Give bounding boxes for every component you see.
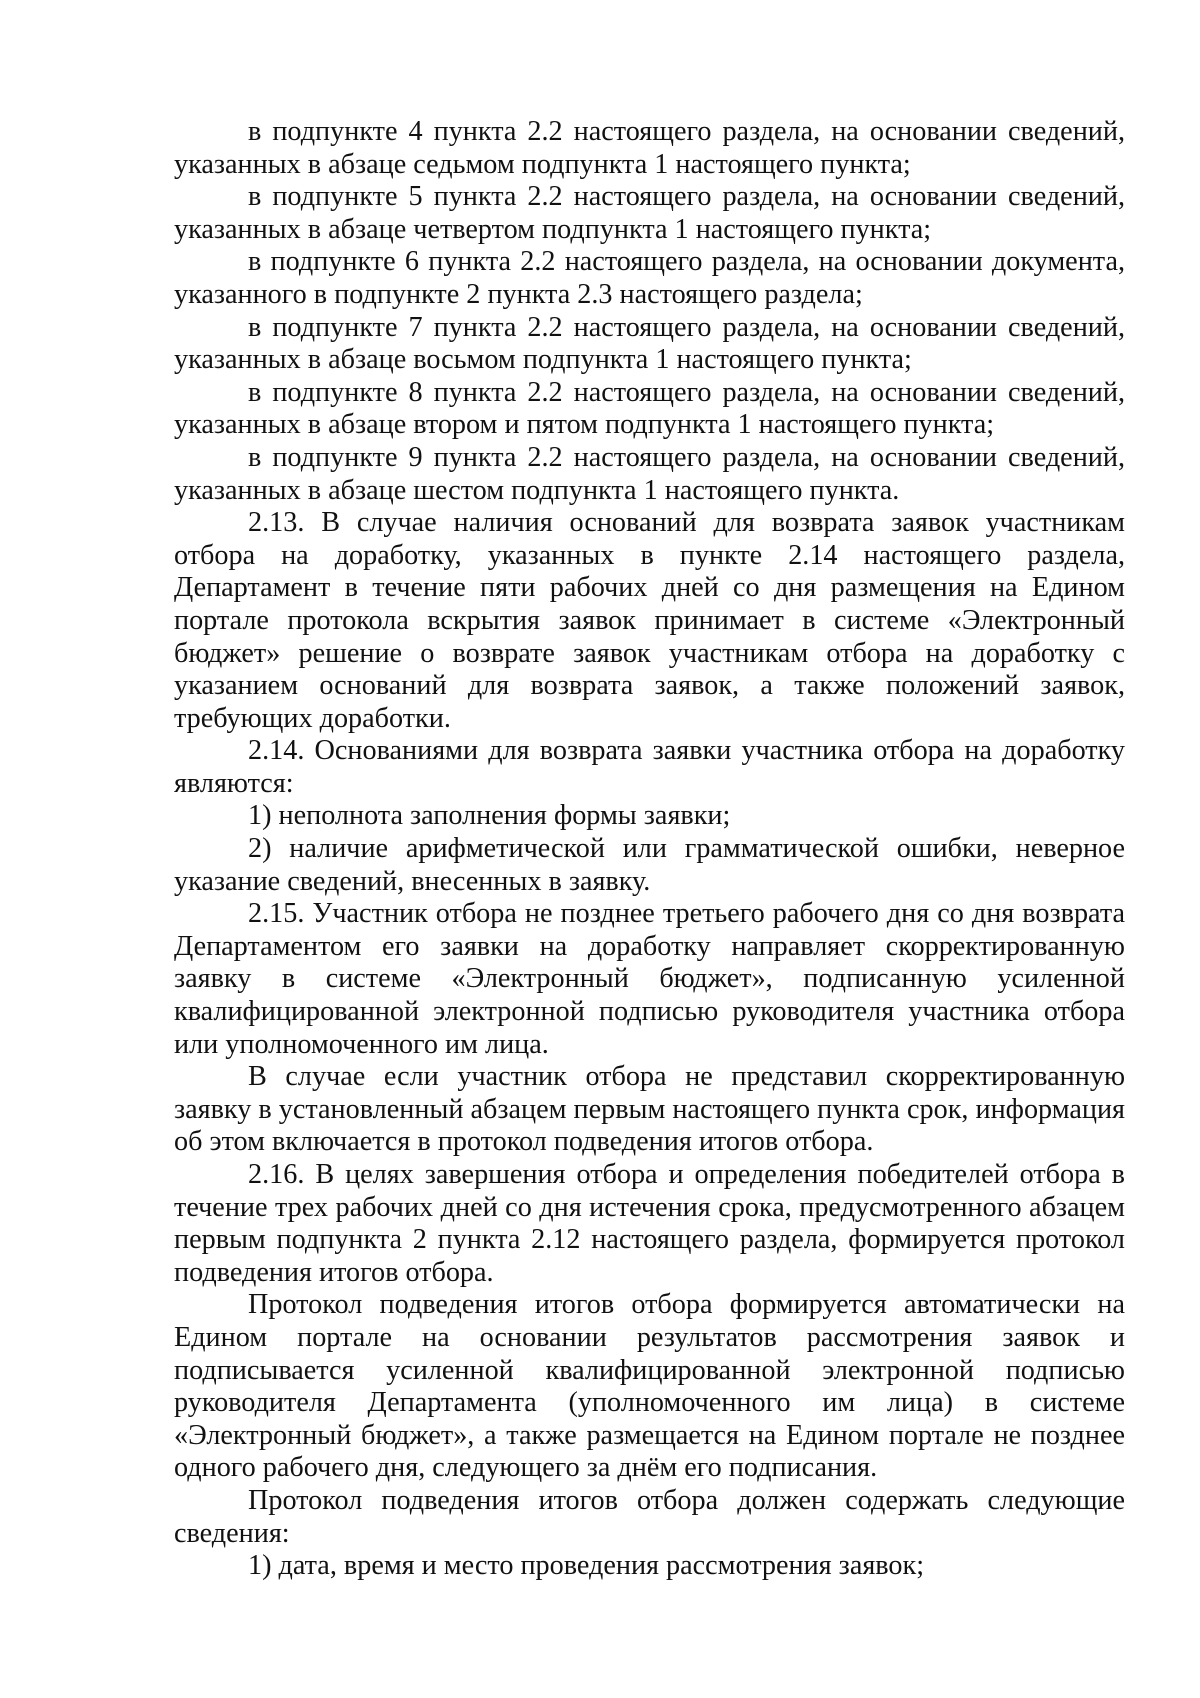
paragraph-2-15: 2.15. Участник отбора не позднее третьего рабочего дня со дня возврата Департаментом его заявки на доработку направляет скорректированную заявку в системе «Электронный бюджет», подписанную усиленной квалифицированной электронной подписью руководителя участника отбора или уполномоченного им лица. [174,898,1125,1060]
paragraph-subitem-6: в подпункте 6 пункта 2.2 настоящего раздела, на основании документа, указанного в подпункте 2 пункта 2.3 настоящего раздела; [174,246,1125,310]
paragraph-2-13: 2.13. В случае наличия оснований для возврата заявок участникам отбора на доработку, указанных в пункте 2.14 настоящего раздела, Департамент в течение пяти рабочих дней со дня размещения на Едином портале протокола вскрытия заявок принимает в системе «Электронный бюджет» решение о возврате заявок участникам отбора на доработку с указанием оснований для возврата заявок, а также положений заявок, требующих доработки. [174,507,1125,734]
paragraph-subitem-5: в подпункте 5 пункта 2.2 настоящего раздела, на основании сведений, указанных в абзаце четвертом подпункта 1 настоящего пункта; [174,181,1125,245]
paragraph-subitem-4: в подпункте 4 пункта 2.2 настоящего раздела, на основании сведений, указанных в абзаце седьмом подпункта 1 настоящего пункта; [174,116,1125,180]
paragraph-2-14-item-1: 1) неполнота заполнения формы заявки; [248,800,731,832]
paragraph-subitem-9: в подпункте 9 пункта 2.2 настоящего раздела, на основании сведений, указанных в абзаце шестом подпункта 1 настоящего пункта. [174,441,1125,506]
paragraph-2-16-item-1: 1) дата, время и место проведения рассмотрения заявок; [248,1550,925,1582]
paragraph-2-14-item-2: 2) наличие арифметической или грамматической ошибки, неверное указание сведений, внесенных в заявку. [174,833,1125,897]
paragraph-2-16-part-3: Протокол подведения итогов отбора должен содержать следующие сведения: [174,1484,1125,1549]
paragraph-2-15-part-2: В случае если участник отбора не представил скорректированную заявку в установленный абзацем первым настоящего пункта срок, информация об этом включается в протокол подведения итогов отбора. [174,1061,1125,1158]
paragraph-2-14: 2.14. Основаниями для возврата заявки участника отбора на доработку являются: [174,735,1125,799]
document-page [174,116,1125,1583]
paragraph-2-16-part-2: Протокол подведения итогов отбора формируется автоматически на Едином портале на основании результатов рассмотрения заявок и подписывается усиленной квалифицированной электронной подписью руководителя Департамента (уполномоченного им лица) в системе «Электронный бюджет», а также размещается на Едином портале не позднее одного рабочего дня, следующего за днём его подписания. [174,1289,1125,1484]
paragraph-subitem-8: в подпункте 8 пункта 2.2 настоящего раздела, на основании сведений, указанных в абзаце втором и пятом подпункта 1 настоящего пункта; [174,376,1125,441]
paragraph-subitem-7: в подпункте 7 пункта 2.2 настоящего раздела, на основании сведений, указанных в абзаце восьмом подпункта 1 настоящего пункта; [174,311,1125,376]
paragraph-2-16: 2.16. В целях завершения отбора и определения победителей отбора в течение трех рабочих дней со дня истечения срока, предусмотренного абзацем первым подпункта 2 пункта 2.12 настоящего раздела, формируется протокол подведения итогов отбора. [174,1159,1125,1288]
